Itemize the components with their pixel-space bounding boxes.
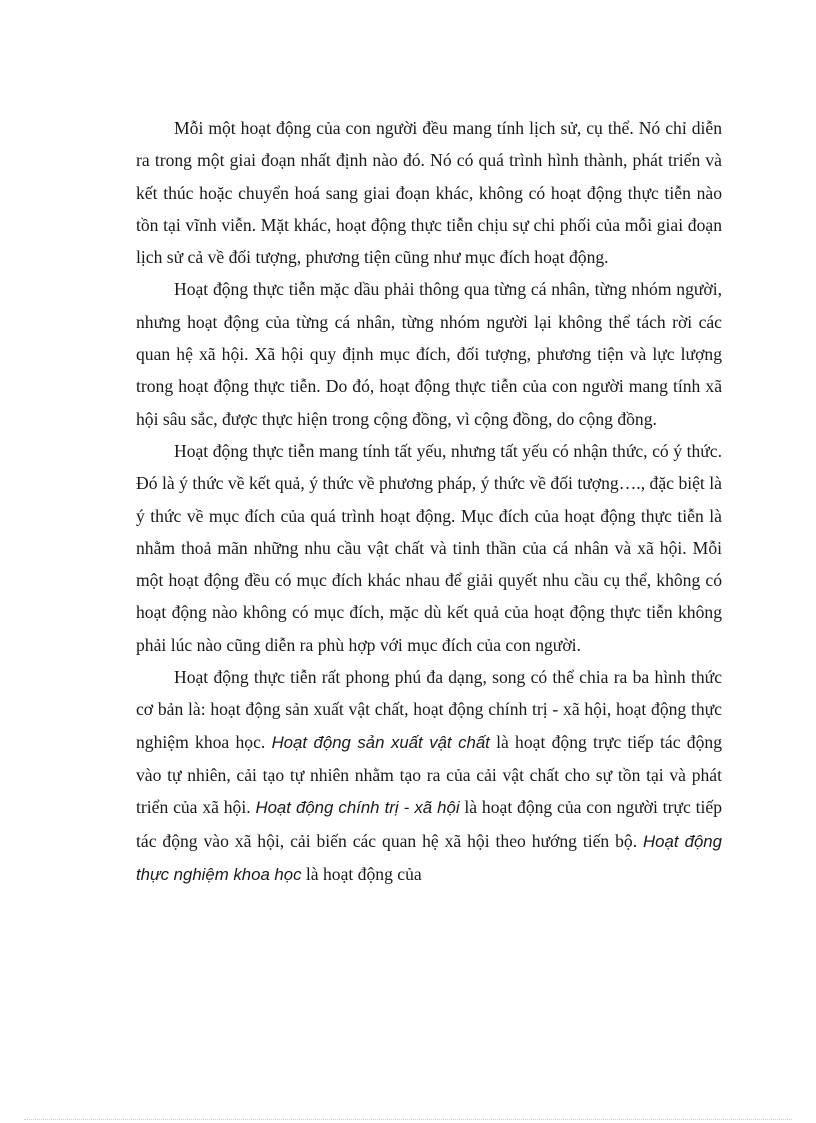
paragraph-2-text: Hoạt động thực tiễn mặc dầu phải thông qua từng cá nhân, từng nhóm người, nhưng hoạt động của từng cá nhân, từng nhóm người lại không thể tách rời các quan hệ xã hội. Xã hội quy định mục đích, đối tượng, phương tiện và lực lượng trong hoạt động thực tiễn. Do đó, hoạt động thực tiễn của con người mang tính xã hội sâu sắc, được thực hiện trong cộng đồng, vì cộng đồng, do cộng đồng.: [136, 279, 722, 429]
paragraph-3: [136, 435, 722, 661]
paragraph-4-text-c: là hoạt động của: [301, 863, 422, 884]
body-text: [136, 112, 722, 891]
paragraph-1-text: Mỗi một hoạt động của con người đều mang tính lịch sử, cụ thể. Nó chỉ diễn ra trong một giai đoạn nhất định nào đó. Nó có quá trình hình thành, phát triển và kết thúc hoặc chuyển hoá sang giai đoạn khác, không có hoạt động thực tiễn nào tồn tại vĩnh viễn. Mặt khác, hoạt động thực tiễn chịu sự chi phối của mỗi giai đoạn lịch sử cả về đối tượng, phương tiện cũng như mục đích hoạt động.: [136, 118, 722, 268]
paragraph-1: [136, 112, 722, 273]
page-bottom-divider: [24, 1119, 792, 1120]
paragraph-4-text-b: là hoạt động của con người trực tiếp tác động vào xã hội, cải biến các quan hệ xã hội theo hướng tiến bộ.: [136, 797, 722, 851]
paragraph-2: [136, 273, 722, 434]
paragraph-4-text-a: là hoạt động trực tiếp tác động vào tự nhiên, cải tạo tự nhiên nhằm tạo ra của cải vật chất cho sự tồn tại và phát triển của xã hội.: [136, 731, 722, 818]
term-scientific-experiment: Hoạt động thực nghiệm khoa học: [136, 831, 722, 884]
paragraph-3-text: Hoạt động thực tiễn mang tính tất yếu, nhưng tất yếu có nhận thức, có ý thức. Đó là ý thức về kết quả, ý thức về phương pháp, ý thức về đối tượng…., đặc biệt là ý thức về mục đích của quá trình hoạt động. Mục đích của hoạt động thực tiễn là nhằm thoả mãn những nhu cầu vật chất và tinh thần của cá nhân và xã hội. Mỗi một hoạt động đều có mục đích khác nhau để giải quyết nhu cầu cụ thể, không có hoạt động nào không có mục đích, mặc dù kết quả của hoạt động thực tiễn không phải lúc nào cũng diễn ra phù hợp với mục đích của con người.: [136, 440, 722, 655]
paragraph-4: [136, 661, 722, 891]
term-political-social: Hoạt động chính trị - xã hội: [255, 798, 460, 818]
term-material-production: Hoạt động sản xuất vật chất: [271, 732, 490, 752]
paragraph-4-text-intro: Hoạt động thực tiễn rất phong phú đa dạng, song có thể chia ra ba hình thức cơ bản là: hoạt động sản xuất vật chất, hoạt động chính trị - xã hội, hoạt động thực nghiệm khoa học.: [136, 667, 722, 752]
